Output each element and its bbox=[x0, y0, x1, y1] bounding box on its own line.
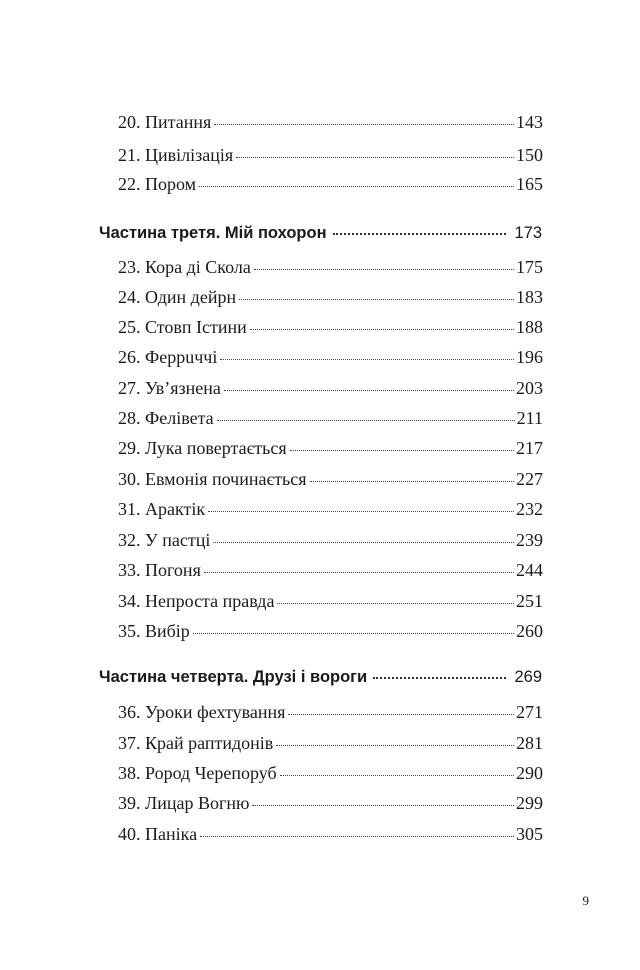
toc-entry-title: 25. Стовп Істини bbox=[118, 317, 247, 337]
toc-entry-chapter-33 bbox=[118, 560, 543, 581]
toc-entry-title: 24. Один дейрн bbox=[118, 287, 237, 307]
toc-entry-title: 36. Уроки фехтування bbox=[118, 702, 286, 722]
toc-entry-page: 239 bbox=[516, 530, 543, 550]
toc-entry-chapter-28 bbox=[118, 408, 543, 429]
toc-entry-title: 20. Питання bbox=[118, 112, 212, 132]
toc-entry-chapter-24 bbox=[118, 287, 543, 308]
toc-entry-page: 196 bbox=[516, 347, 543, 367]
toc-entry-title: 21. Цивілізація bbox=[118, 145, 234, 165]
toc-entry-chapter-21 bbox=[118, 145, 543, 166]
toc-entry-chapter-37 bbox=[118, 733, 543, 754]
toc-entry-page: 232 bbox=[516, 499, 543, 519]
toc-entry-page: 165 bbox=[516, 174, 543, 194]
page-number: 9 bbox=[582, 893, 589, 908]
dot-leader bbox=[254, 269, 514, 270]
toc-entry-page: 260 bbox=[516, 621, 543, 641]
dot-leader bbox=[208, 511, 514, 512]
toc-entry-title: 27. Ув’язнена bbox=[118, 378, 221, 398]
toc-entry-chapter-23 bbox=[118, 257, 543, 278]
toc-entry-page: 290 bbox=[516, 763, 543, 783]
toc-entry-chapter-30 bbox=[118, 469, 543, 490]
toc-entry-part-3 bbox=[99, 224, 542, 243]
dot-leader bbox=[193, 633, 514, 634]
dot-leader bbox=[333, 233, 507, 235]
dot-leader bbox=[250, 329, 514, 330]
toc-entry-page: 281 bbox=[516, 733, 543, 753]
dot-leader bbox=[236, 157, 514, 158]
toc-entry-chapter-35 bbox=[118, 621, 543, 642]
toc-entry-page: 217 bbox=[516, 438, 543, 458]
toc-entry-title: 37. Край раптидонів bbox=[118, 733, 274, 753]
toc-part-title: Частина третя. Мій похорон bbox=[99, 224, 327, 242]
dot-leader bbox=[310, 481, 514, 482]
toc-entry-page: 244 bbox=[516, 560, 543, 580]
dot-leader bbox=[276, 745, 514, 746]
toc-entry-chapter-27 bbox=[118, 378, 543, 399]
toc-entry-title: 28. Фелівета bbox=[118, 408, 214, 428]
toc-entry-chapter-31 bbox=[118, 499, 543, 520]
toc-entry-page: 175 bbox=[516, 257, 543, 277]
toc-entry-page: 305 bbox=[516, 824, 543, 844]
toc-entry-page: 271 bbox=[516, 702, 543, 722]
toc-part-page: 173 bbox=[514, 224, 542, 242]
toc-entry-page: 183 bbox=[516, 287, 543, 307]
toc-entry-page: 143 bbox=[516, 112, 543, 132]
dot-leader bbox=[204, 572, 514, 573]
toc-entry-title: 39. Лицар Вогню bbox=[118, 793, 250, 813]
dot-leader bbox=[239, 299, 514, 300]
toc-part-title: Частина четверта. Друзі і вороги bbox=[99, 668, 368, 686]
toc-entry-chapter-29 bbox=[118, 438, 543, 459]
toc-entry-page: 211 bbox=[516, 408, 543, 428]
dot-leader bbox=[220, 359, 514, 360]
toc-entry-title: 31. Арактік bbox=[118, 499, 206, 519]
toc-entry-title: 40. Паніка bbox=[118, 824, 198, 844]
toc-entry-page: 188 bbox=[516, 317, 543, 337]
toc-entry-chapter-39 bbox=[118, 793, 543, 814]
toc-entry-chapter-22 bbox=[118, 174, 543, 195]
toc-entry-chapter-40 bbox=[118, 824, 543, 845]
toc-entry-page: 299 bbox=[516, 793, 543, 813]
dot-leader bbox=[290, 450, 514, 451]
toc-entry-title: 34. Непроста правда bbox=[118, 591, 275, 611]
toc-entry-chapter-26 bbox=[118, 347, 543, 368]
dot-leader bbox=[214, 124, 514, 125]
toc-entry-title: 38. Рород Черепоруб bbox=[118, 763, 277, 783]
toc-entry-title: 30. Евмонія починається bbox=[118, 469, 307, 489]
toc-entry-part-4 bbox=[99, 668, 542, 687]
toc-entry-chapter-25 bbox=[118, 317, 543, 338]
dot-leader bbox=[277, 603, 514, 604]
toc-entry-chapter-34 bbox=[118, 591, 543, 612]
dot-leader bbox=[373, 677, 506, 679]
toc-entry-title: 35. Вибір bbox=[118, 621, 190, 641]
toc-entry-title: 32. У пастці bbox=[118, 530, 211, 550]
dot-leader bbox=[199, 186, 514, 187]
dot-leader bbox=[217, 420, 515, 421]
toc-entry-page: 227 bbox=[516, 469, 543, 489]
dot-leader bbox=[200, 836, 514, 837]
dot-leader bbox=[288, 714, 514, 715]
toc-entry-page: 150 bbox=[516, 145, 543, 165]
toc-entry-title: 26. Феррuччі bbox=[118, 347, 218, 367]
dot-leader bbox=[213, 542, 514, 543]
toc-entry-title: 23. Кора ді Скола bbox=[118, 257, 251, 277]
toc-entry-page: 203 bbox=[516, 378, 543, 398]
toc-entry-title: 33. Погоня bbox=[118, 560, 201, 580]
toc-entry-chapter-38 bbox=[118, 763, 543, 784]
dot-leader bbox=[224, 390, 514, 391]
toc-entry-chapter-20 bbox=[118, 112, 543, 133]
toc-entry-chapter-36 bbox=[118, 702, 543, 723]
toc-part-page: 269 bbox=[514, 668, 542, 686]
toc-entry-chapter-32 bbox=[118, 530, 543, 551]
dot-leader bbox=[280, 775, 514, 776]
toc-entry-title: 29. Лука повертається bbox=[118, 438, 287, 458]
dot-leader bbox=[252, 805, 514, 806]
toc-entry-page: 251 bbox=[516, 591, 543, 611]
toc-entry-title: 22. Пором bbox=[118, 174, 197, 194]
